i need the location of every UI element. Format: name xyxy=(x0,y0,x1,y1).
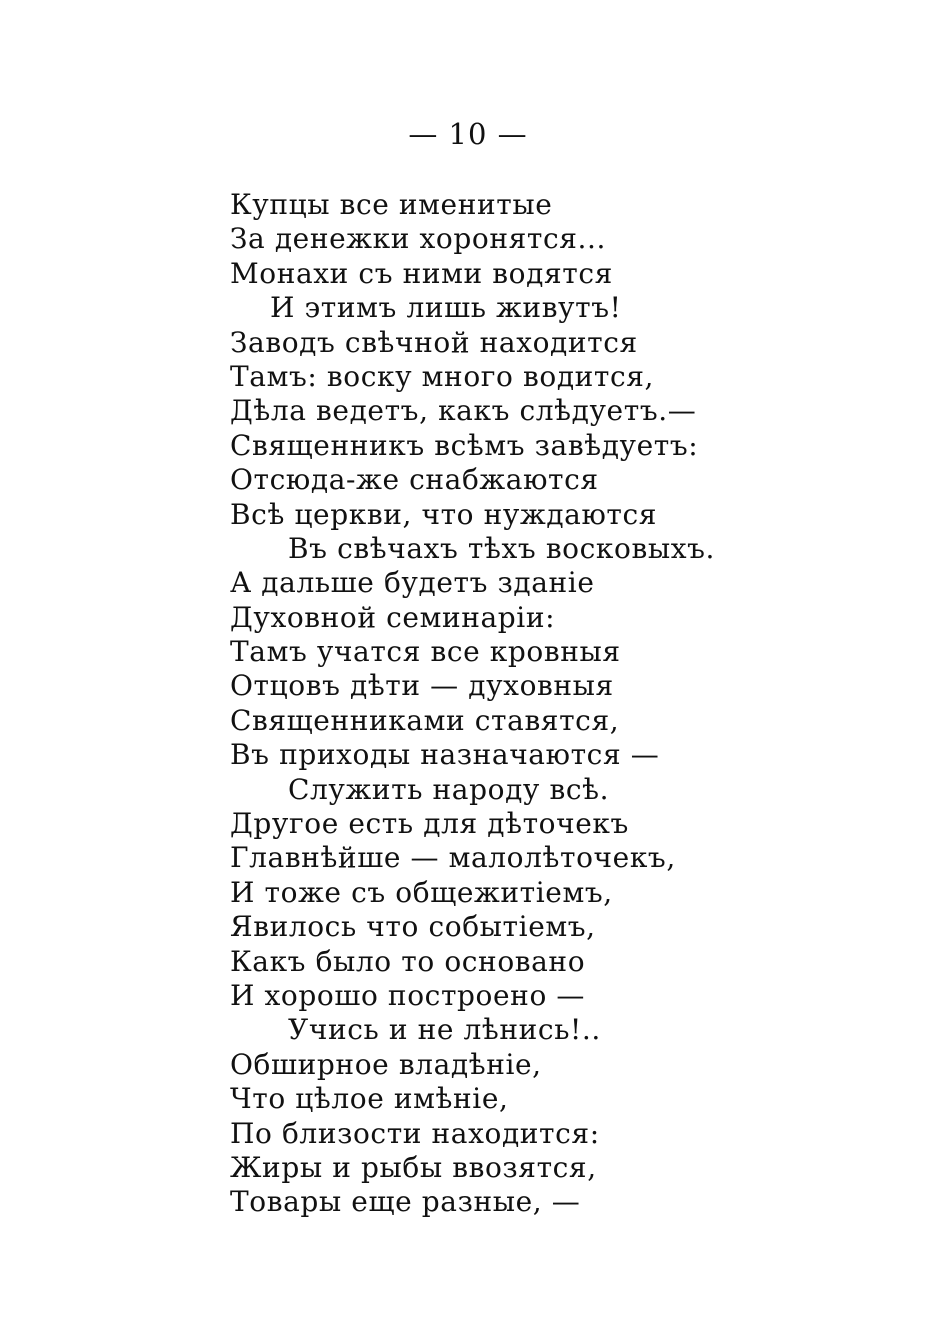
poem-line: Всѣ церкви, что нуждаются xyxy=(230,497,658,531)
poem-line: Другое есть для дѣточекъ xyxy=(230,807,629,841)
poem-line: Монахи съ ними водятся xyxy=(230,256,613,290)
poem-line: Жиры и рыбы ввозятся, xyxy=(230,1150,597,1184)
poem-line: Священникъ всѣмъ завѣдуетъ: xyxy=(230,428,699,462)
poem-line: Обширное владѣніе, xyxy=(230,1047,542,1081)
poem-line: Явилось что событіемъ, xyxy=(230,910,596,944)
poem-line: Тамъ учатся все кровныя xyxy=(230,635,621,669)
poem-line: По близости находится: xyxy=(230,1116,600,1150)
poem-line: Дѣла ведетъ, какъ слѣдуетъ.— xyxy=(230,394,697,428)
poem-line: Отцовъ дѣти — духовныя xyxy=(230,669,614,703)
poem-line: Служить народу всѣ. xyxy=(288,772,610,806)
poem-line: Духовной семинаріи: xyxy=(230,600,556,634)
poem-line: Купцы все именитые xyxy=(230,188,553,221)
poem-line: Какъ было то основано xyxy=(230,944,586,978)
poem-line: Заводъ свѣчной находится xyxy=(230,325,638,359)
poem-line: Отсюда-же снабжаются xyxy=(230,463,599,497)
poem-line: Главнѣйше — малолѣточекъ, xyxy=(230,841,676,875)
poem-text xyxy=(230,188,870,1220)
poem-line: Священниками ставятся, xyxy=(230,703,620,737)
poem-line: За денежки хоронятся... xyxy=(230,222,606,256)
poem-line: И хорошо построено — xyxy=(230,978,585,1012)
poem-line: Товары еще разные, — xyxy=(230,1185,581,1219)
poem-line: И тоже съ общежитіемъ, xyxy=(230,875,613,909)
poem-line: Учись и не лѣнись!.. xyxy=(288,1013,601,1047)
poem-line: Тамъ: воску много водится, xyxy=(230,359,655,393)
poem-line: Въ приходы назначаются — xyxy=(230,738,660,772)
poem-line: Что цѣлое имѣніе, xyxy=(230,1082,509,1116)
poem-line: А дальше будетъ зданіе xyxy=(230,566,595,600)
poem-line: И этимъ лишь живутъ! xyxy=(270,291,622,325)
poem-line: Въ свѣчахъ тѣхъ восковыхъ. xyxy=(288,531,716,565)
page-number: — 10 — xyxy=(408,117,528,151)
